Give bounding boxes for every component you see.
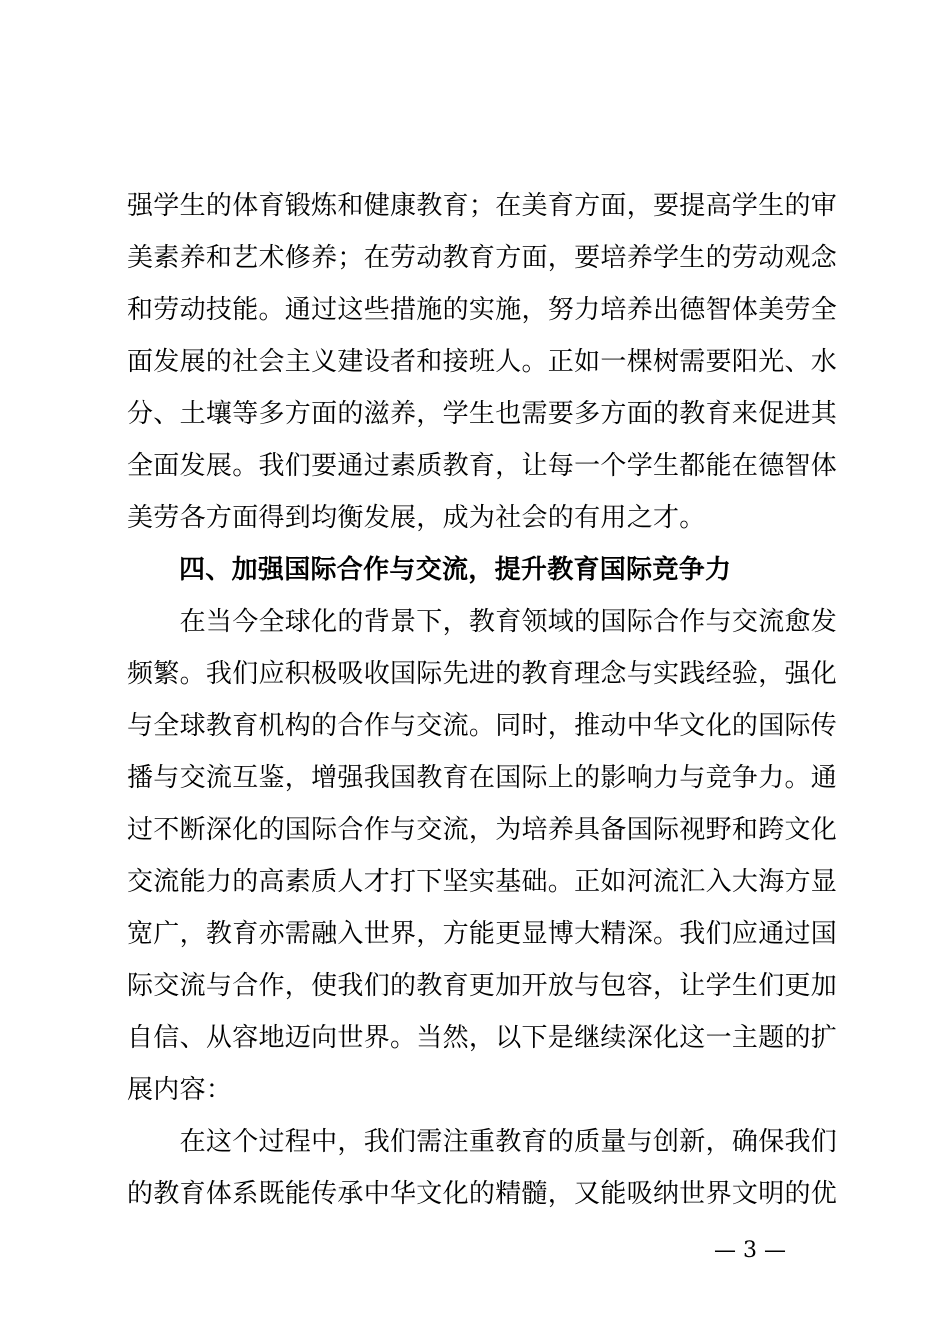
text-line: 交流能力的高素质人才打下坚实基础。正如河流汇入大海方显	[127, 867, 838, 897]
section-heading: 四、加强国际合作与交流，提升教育国际竞争力	[179, 555, 732, 585]
text-line: 分、土壤等多方面的滋养，学生也需要多方面的教育来促进其	[127, 399, 838, 429]
text-line: 在这个过程中，我们需注重教育的质量与创新，确保我们	[127, 1127, 838, 1157]
text-line: 自信、从容地迈向世界。当然，以下是继续深化这一主题的扩	[127, 1023, 838, 1053]
text-line: 和劳动技能。通过这些措施的实施，努力培养出德智体美劳全	[127, 295, 838, 325]
text-line: 面发展的社会主义建设者和接班人。正如一棵树需要阳光、水	[127, 347, 838, 377]
text-line: 强学生的体育锻炼和健康教育；在美育方面，要提高学生的审	[127, 191, 838, 221]
text-line: 全面发展。我们要通过素质教育，让每一个学生都能在德智体	[127, 451, 838, 481]
text-line: 美劳各方面得到均衡发展，成为社会的有用之才。	[127, 503, 706, 533]
body-text	[127, 180, 838, 1220]
text-line: 的教育体系既能传承中华文化的精髓，又能吸纳世界文明的优	[127, 1179, 838, 1209]
text-line: 展内容：	[127, 1075, 233, 1105]
text-line: 频繁。我们应积极吸收国际先进的教育理念与实践经验，强化	[127, 659, 838, 689]
text-line: 美素养和艺术修养；在劳动教育方面，要培养学生的劳动观念	[127, 243, 838, 273]
text-line: 播与交流互鉴，增强我国教育在国际上的影响力与竞争力。通	[127, 763, 838, 793]
text-line: 际交流与合作，使我们的教育更加开放与包容，让学生们更加	[127, 971, 838, 1001]
text-line: 与全球教育机构的合作与交流。同时，推动中华文化的国际传	[127, 711, 838, 741]
text-line: 过不断深化的国际合作与交流，为培养具备国际视野和跨文化	[127, 815, 838, 845]
page-number: — 3 —	[714, 1238, 786, 1263]
text-line: 在当今全球化的背景下，教育领域的国际合作与交流愈发	[127, 607, 838, 637]
text-line: 宽广，教育亦需融入世界，方能更显博大精深。我们应通过国	[127, 919, 838, 949]
